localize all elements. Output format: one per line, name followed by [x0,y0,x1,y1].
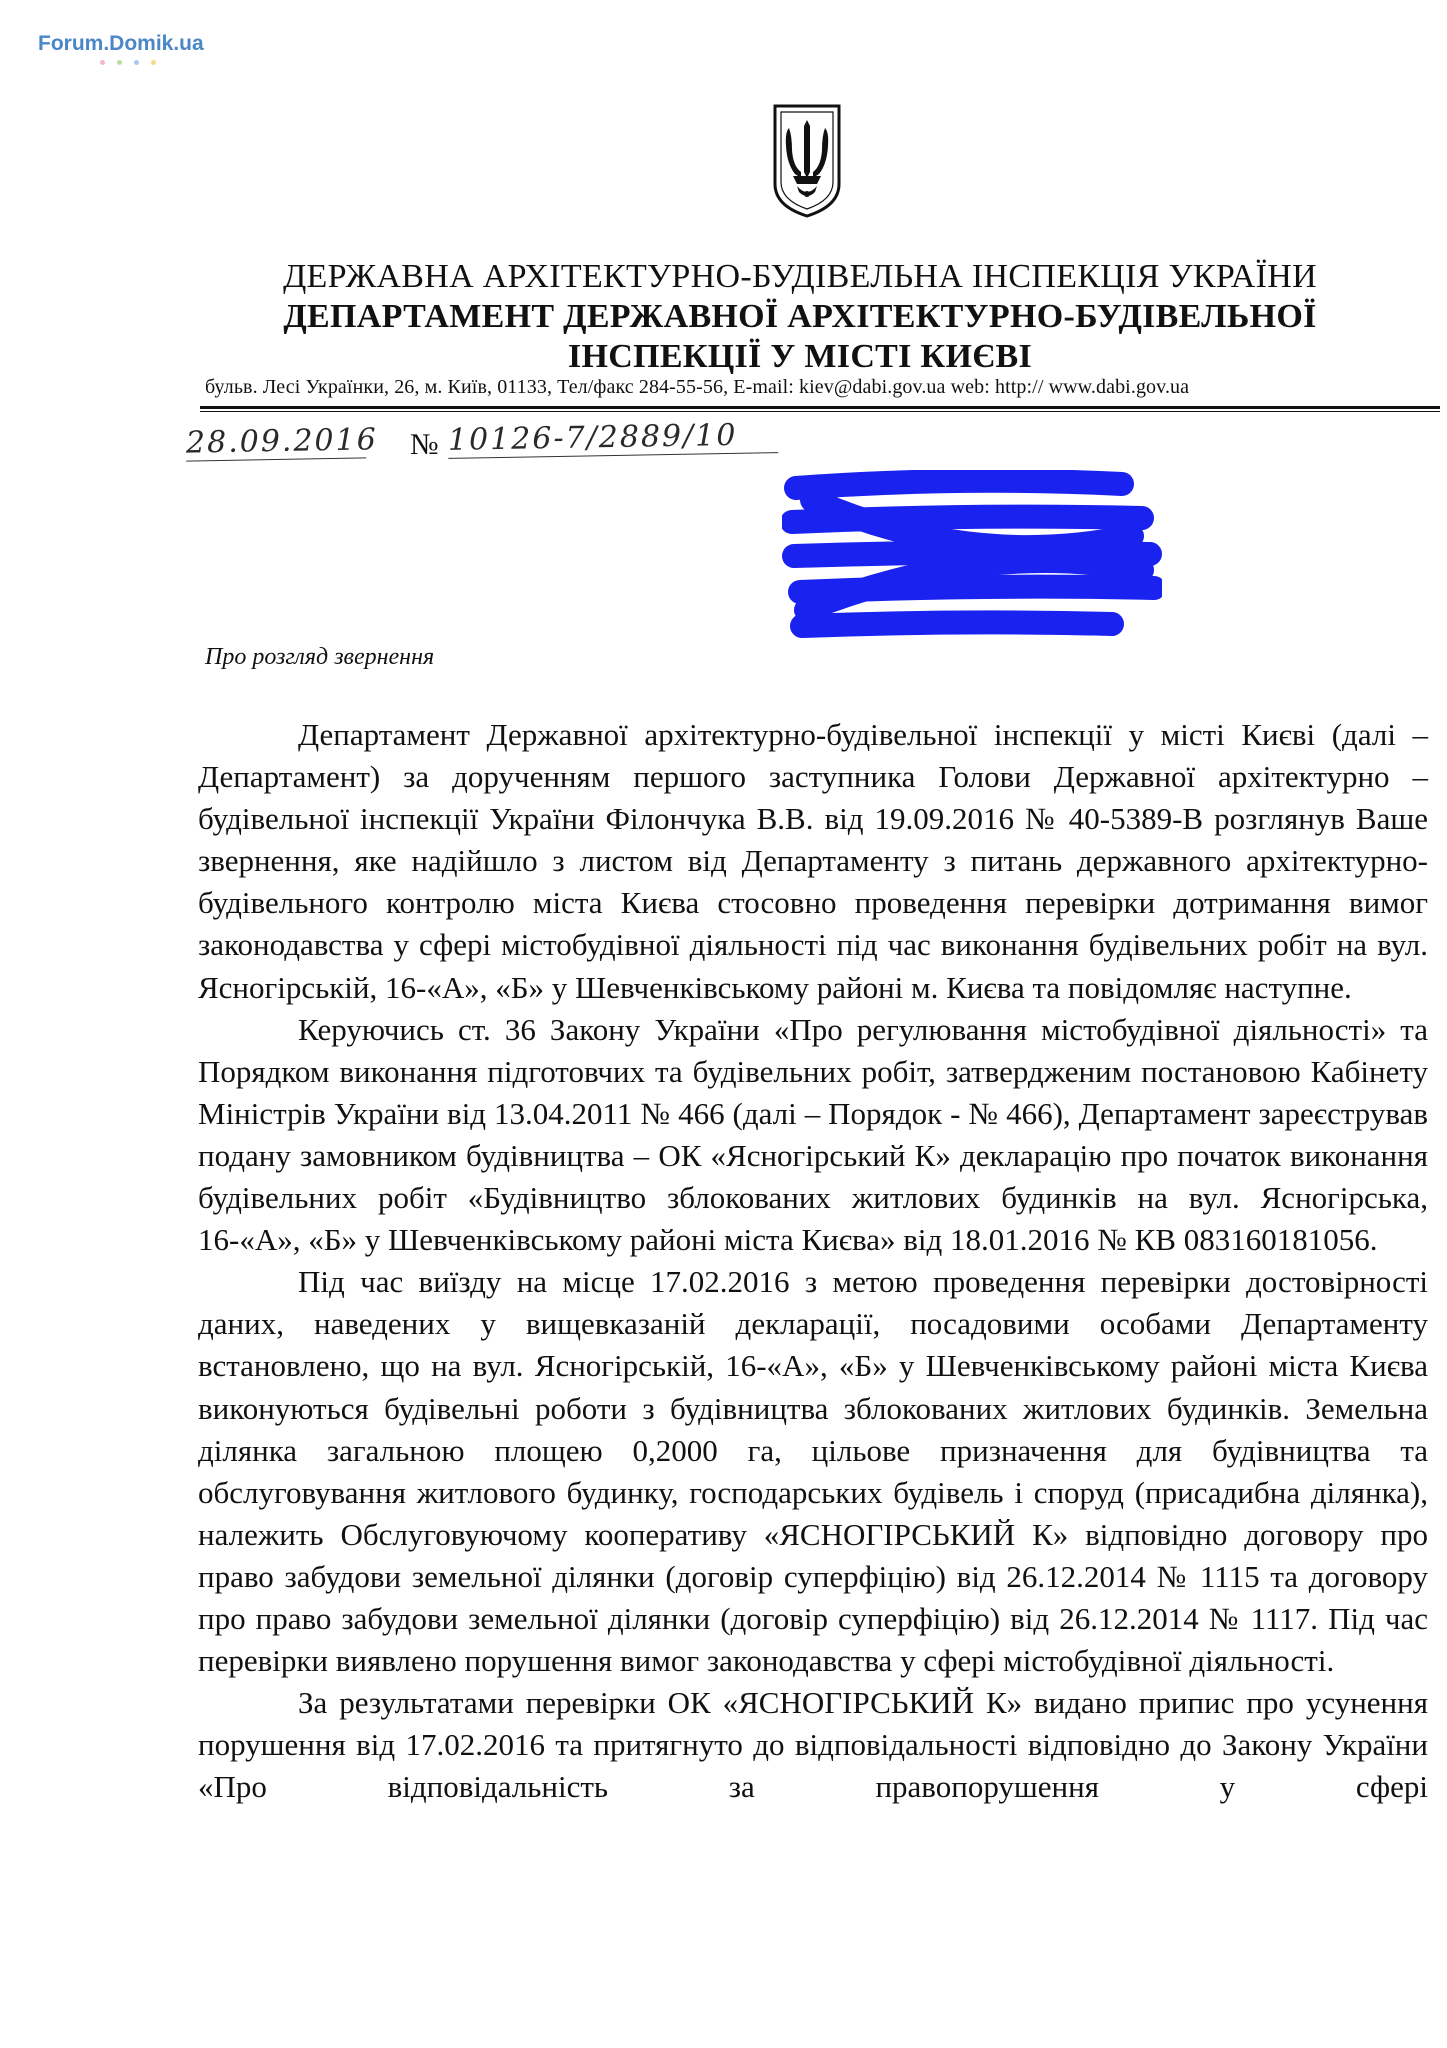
header-divider-thin [200,411,1440,412]
watermark-dot [151,60,156,65]
department-name: ДЕПАРТАМЕНТ ДЕРЖАВНОЇ АРХІТЕКТУРНО-БУДІВЕЛЬНОЇ [283,298,1317,335]
letter-subject: Про розгляд звернення [205,644,435,670]
watermark-dot [134,60,139,65]
registration-date: 28.09.2016 [185,422,379,461]
watermark-dots [100,60,156,65]
watermark-dot [117,60,122,65]
trident-coat-of-arms-icon [771,102,843,220]
redaction-strokes [792,481,1154,626]
letter-body [198,714,1428,1808]
body-paragraph: За результатами перевірки ОК «ЯСНОГІРСЬКИЙ К» видано припис про усунення порушення від 17.02.2016 та притягнуто до відповідальності відповідно до Закону України «Про відповідальність за правопорушення у сфері [198,1685,1428,1805]
department-city: ІНСПЕКЦІЇ У МІСТІ КИЄВІ [567,338,1033,375]
contact-address: бульв. Лесі Українки, 26, м. Київ, 01133, Тел/факс 284-55-56, E-mail: kiev@dabi.gov.ua web: http:// www.dabi.gov.ua [205,376,1190,398]
watermark-dot [100,60,105,65]
registration-number: 10126-7/2889/10 [448,417,779,459]
watermark-logo: Forum.Domik.ua [38,32,204,55]
body-paragraph: Департамент Державної архітектурно-будівельної інспекції у місті Києві (далі – Департамент) за дорученням першого заступника Голови Державної архітектурно – будівельної інспекції України Філончука В.В. від 19.09.2016 № 40-5389-В розглянув Ваше звернення, яке надійшло з листом від Департаменту з питань державного архітектурно-будівельного контролю міста Києва стосовно проведення перевірки дотримання вимог законодавства у сфері містобудівної діяльності під час виконання будівельних робіт на вул. Ясногірській, 16-«А», «Б» у Шевченківському районі м. Києва та повідомляє наступне. [198,717,1428,1005]
body-paragraph: Під час виїзду на місце 17.02.2016 з метою проведення перевірки достовірності даних, наведених у вищевказаній декларації, посадовими особами Департаменту встановлено, що на вул. Ясногірській, 16-«А», «Б» у Шевченківському районі міста Києва виконуються будівельні роботи з будівництва зблокованих житлових будинків. Земельна ділянка загальною площею 0,2000 га, цільове призначення для будівництва та обслуговування житлового будинку, господарських будівель і споруд (присадибна ділянка), належить Обслуговуючому кооперативу «ЯСНОГІРСЬКИЙ К» відповідно договору про право забудови земельної ділянки (договір суперфіцію) від 26.12.2014 № 1115 та договору про право забудови земельної ділянки (договір суперфіцію) від 26.12.2014 № 1117. Під час перевірки виявлено порушення вимог законодавства у сфері містобудівної діяльності. [198,1264,1428,1679]
header-divider [200,406,1440,409]
redaction-mark [782,470,1162,650]
registration-number-label: № [410,428,439,461]
org-name: ДЕРЖАВНА АРХІТЕКТУРНО-БУДІВЕЛЬНА ІНСПЕКЦІЯ УКРАЇНИ [283,258,1317,295]
body-paragraph: Керуючись ст. 36 Закону України «Про регулювання містобудівної діяльності» та Порядком виконання підготовчих та будівельних робіт, затвердженим постановою Кабінету Міністрів України від 13.04.2011 № 466 (далі – Порядок - № 466), Департамент зареєстрував подану замовником будівництва – ОК «Ясногірський К» декларацію про початок виконання будівельних робіт «Будівництво зблокованих житлових будинків на вул. Ясногірська, 16-«А», «Б» у Шевченківському районі міста Києва» від 18.01.2016 № КВ 083160181056. [198,1011,1428,1258]
